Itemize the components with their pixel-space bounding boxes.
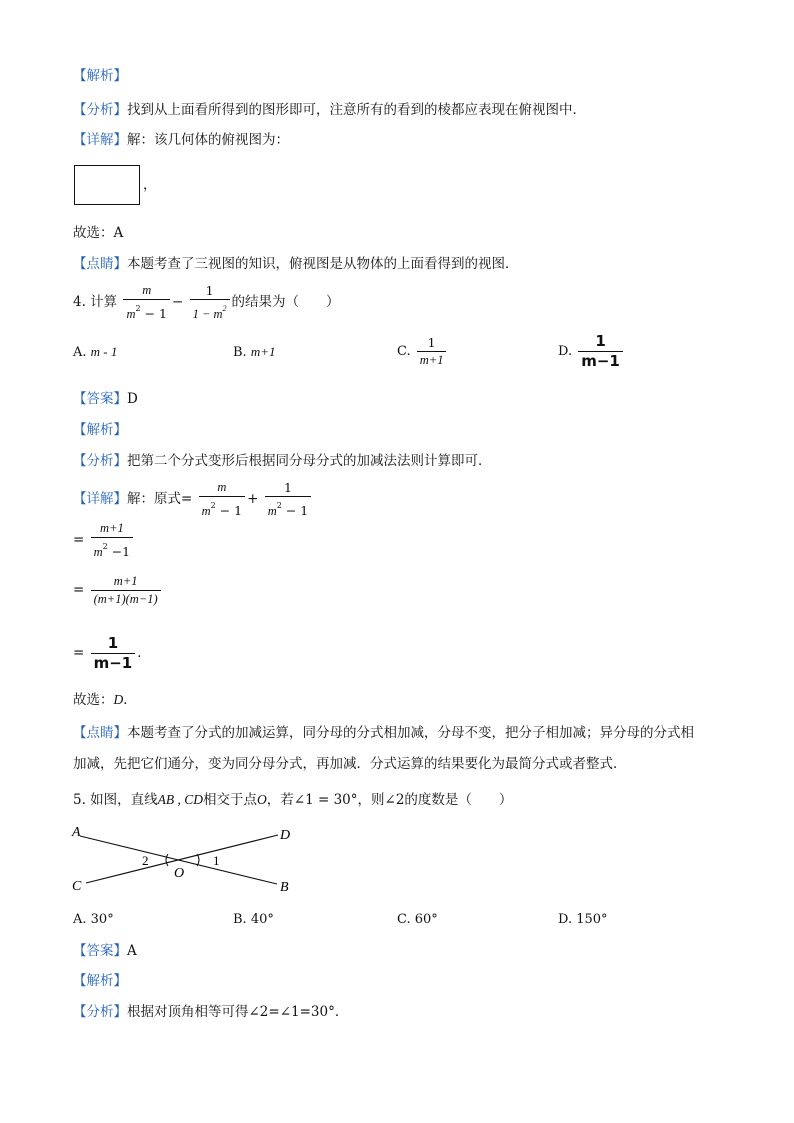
detail-text: 解：该几何体的俯视图为： — [127, 132, 289, 148]
intersecting-lines-figure — [60, 818, 310, 898]
q4-detail-step3 — [73, 570, 163, 610]
q4-step1-frac-b — [265, 480, 312, 519]
label-angle-1: 1 — [213, 853, 220, 868]
q4-frac2-den-base: 1 − m — [192, 307, 223, 321]
q4-frac1-denominator — [123, 299, 170, 322]
comment-text: 本题考查了三视图的知识，俯视图是从物体的上面看得到的视图． — [127, 256, 519, 272]
label-angle-2: 2 — [142, 853, 149, 868]
q4-option-c-label: C. — [397, 344, 411, 359]
q4-step3-num: m+1 — [113, 574, 138, 588]
q4-detail-step4 — [73, 630, 151, 676]
q4-comment-line2: 加减，先把它们通分，变为同分母分式，再加减．分式运算的结果要化为最简分式或者整式． — [73, 756, 627, 772]
q4-option-b-label: B. — [233, 345, 251, 360]
q5-answer — [73, 941, 137, 961]
q4-step1-frac-a — [199, 480, 246, 519]
q4-detail-step2 — [73, 520, 135, 560]
q4-analysis — [73, 451, 492, 471]
top-view-comma: ， — [143, 177, 157, 193]
comment-paragraph — [73, 254, 519, 274]
q4-step1-a-num: m — [217, 480, 227, 494]
q5-point: O — [257, 792, 267, 807]
question-5-stem — [73, 790, 512, 810]
label-b: B — [280, 880, 289, 895]
q4-step3-den: (m+1)(m−1) — [91, 590, 161, 607]
q4-step1-b-den-exp: 2 — [276, 501, 282, 510]
q4-option-d-num: 1 — [595, 332, 606, 350]
q5-answer-tag: 【答案】 — [73, 943, 127, 959]
q4-comment-line1 — [73, 723, 694, 743]
q4-option-d — [558, 328, 625, 376]
q4-step4-eq: = — [73, 645, 85, 661]
q4-frac2-denominator — [190, 299, 230, 322]
q5-option-c: C. 60° — [397, 912, 438, 927]
analysis-tag: 【分析】 — [73, 102, 127, 118]
q5-lines: AB , CD — [157, 792, 204, 807]
q4-option-c-num: 1 — [427, 335, 436, 350]
q5-option-a: A. 30° — [73, 912, 114, 927]
q4-step2-eq: = — [73, 532, 85, 548]
question-4-stem — [73, 283, 340, 322]
q4-option-a — [73, 342, 117, 363]
q4-step2-den-rest: −1 — [107, 544, 131, 559]
q4-step4-num: 1 — [107, 634, 119, 652]
q4-frac1-den-rest: − 1 — [140, 306, 167, 321]
q4-step1-a-den-rest: − 1 — [215, 503, 243, 518]
q4-answer-value: D — [127, 391, 138, 407]
q4-option-d-fraction — [578, 333, 623, 370]
q4-fraction-2 — [190, 283, 230, 322]
q4-answer-tag: 【答案】 — [73, 391, 127, 407]
q4-answer — [73, 389, 138, 409]
q5-analysis — [73, 1002, 348, 1022]
q4-option-d-den: m−1 — [578, 351, 623, 370]
q4-step2-frac — [91, 521, 134, 560]
q4-step2-den-exp: 2 — [102, 542, 108, 551]
q4-detail-step1 — [73, 479, 313, 519]
q4-comment-text1: 本题考查了分式的加减运算，同分母的分式相加减，分母不变，把分子相加减；异分母的分式相 — [127, 725, 694, 741]
q4-detail-tag: 【详解】 — [73, 491, 127, 507]
q4-frac1-den-exp: 2 — [135, 304, 141, 313]
q4-option-a-text: m - 1 — [90, 344, 118, 359]
q4-step2-den-var: m — [93, 545, 103, 559]
q4-step2-num: m+1 — [100, 521, 124, 535]
q4-step1-b-den-rest: − 1 — [281, 503, 309, 518]
q4-detail-prefix: 解：原式= — [127, 491, 193, 507]
q4-option-b — [233, 342, 276, 363]
top-view-rectangle — [74, 165, 140, 205]
label-a: A — [72, 825, 81, 840]
detail-paragraph — [73, 130, 289, 150]
jiexi-heading: 【解析】 — [73, 68, 127, 84]
q4-step1-a-den — [199, 496, 246, 519]
question-5-number: 5. 如图，直线 — [73, 792, 158, 808]
q4-step1-a-den-var: m — [201, 504, 211, 518]
q4-step1-b-den-var: m — [267, 504, 277, 518]
q5-analysis-tag: 【分析】 — [73, 1004, 127, 1020]
q4-frac1-den-var: m — [126, 307, 136, 321]
q4-suffix: 的结果为（ ） — [231, 294, 340, 310]
q4-step3-frac — [91, 574, 161, 607]
label-o: O — [174, 866, 185, 881]
q5-condition: ，若∠1 = 30°，则∠2的度数是（ ） — [266, 792, 513, 808]
q4-option-c-fraction — [417, 335, 447, 368]
q5-jiexi-heading: 【解析】 — [73, 973, 127, 989]
q4-step1-b-num: 1 — [283, 480, 292, 495]
q4-step1-plus: + — [247, 491, 259, 507]
q4-step1-a-den-exp: 2 — [210, 501, 216, 510]
q4-frac2-den-exp: 2 — [222, 304, 227, 313]
analysis-paragraph — [73, 100, 586, 120]
analysis-text: 找到从上面看所得到的图形即可，注意所有的看到的棱都应表现在俯视图中． — [127, 102, 586, 118]
q4-jiexi-heading: 【解析】 — [73, 422, 127, 438]
angle-2-arc — [166, 854, 168, 866]
label-c: C — [72, 879, 82, 894]
q4-option-c — [397, 330, 448, 374]
q4-option-c-den: m+1 — [417, 351, 447, 368]
q4-comment-tag: 【点睛】 — [73, 725, 127, 741]
question-4-number: 4. 计算 — [73, 294, 118, 310]
q4-option-d-label: D. — [558, 344, 573, 359]
q4-step2-den — [91, 537, 134, 560]
label-d: D — [280, 828, 291, 843]
q4-choice-prefix: 故选： — [73, 692, 114, 708]
q5-answer-value: A — [127, 943, 137, 959]
q4-minus: − — [171, 294, 184, 310]
q4-choice — [73, 690, 137, 710]
q5-mid: 相交于点 — [203, 792, 258, 808]
comment-tag: 【点睛】 — [73, 256, 127, 272]
q4-step4-den: m−1 — [91, 653, 136, 672]
q4-step4-period: ． — [137, 645, 151, 661]
choice-answer: 故选：A — [73, 225, 124, 241]
q4-option-b-text: m+1 — [250, 344, 276, 359]
q5-analysis-text: 根据对顶角相等可得∠2=∠1=30°． — [127, 1004, 349, 1020]
q5-option-b: B. 40° — [233, 912, 274, 927]
q4-frac1-numerator: m — [142, 283, 152, 297]
q4-frac2-numerator: 1 — [205, 283, 214, 298]
q4-option-a-label: A. — [73, 345, 91, 360]
q4-step1-b-den — [265, 496, 312, 519]
q4-step3-eq: = — [73, 582, 85, 598]
q4-choice-answer: D — [113, 692, 124, 707]
q4-choice-end: ． — [123, 692, 137, 708]
q5-option-d: D. 150° — [558, 912, 608, 927]
q4-step4-frac — [91, 635, 136, 672]
q4-fraction-1 — [123, 283, 170, 322]
detail-tag: 【详解】 — [73, 132, 127, 148]
q4-analysis-text: 把第二个分式变形后根据同分母分式的加减法法则计算即可． — [127, 453, 492, 469]
q4-analysis-tag: 【分析】 — [73, 453, 127, 469]
